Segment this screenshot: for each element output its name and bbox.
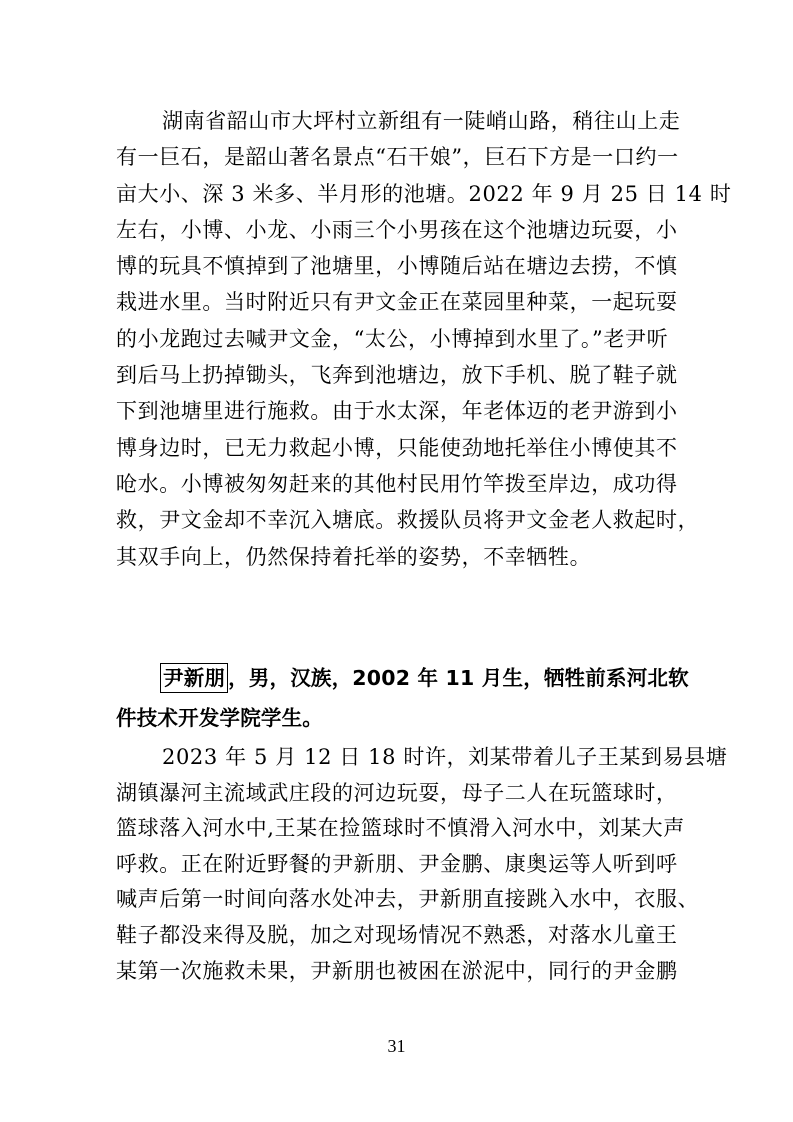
heading-details: ，男，汉族，2002 年 11 月生，牺牲前系河北软 xyxy=(228,666,689,690)
paragraph-line: 的小龙跑过去喊尹文金，“太公，小博掉到水里了。”老尹听 xyxy=(116,326,669,351)
page-number: 31 xyxy=(387,1036,406,1056)
paragraph-line: 栽进水里。当时附近只有尹文金正在菜园里种菜，一起玩耍 xyxy=(116,290,678,315)
paragraph-line: 救，尹文金却不幸沉入塘底。救援队员将尹文金老人救起时， xyxy=(116,508,700,533)
paragraph-line: 湖南省韶山市大坪村立新组有一陡峭山路，稍往山上走 xyxy=(162,109,681,133)
paragraph-line: 呛水。小博被匆匆赶来的其他村民用竹竿拨至岸边，成功得 xyxy=(116,471,678,496)
paragraph-line: 亩大小、深 3 米多、半月形的池塘。2022 年 9 月 25 日 14 时 xyxy=(116,181,732,206)
paragraph-line: 到后马上扔掉锄头，飞奔到池塘边，放下手机、脱了鞋子就 xyxy=(116,363,678,388)
person-name-highlight: 尹新朋 xyxy=(160,663,228,693)
paragraph-line: 某第一次施救未果，尹新朋也被困在淤泥中，同行的尹金鹏 xyxy=(116,958,678,983)
paragraph-line: 左右，小博、小龙、小雨三个小男孩在这个池塘边玩耍，小 xyxy=(116,217,678,242)
heading-line-1 xyxy=(116,658,689,698)
paragraph-yin-wenjin xyxy=(116,103,732,575)
person-heading xyxy=(116,658,689,738)
paragraph-line: 呼救。正在附近野餐的尹新朋、尹金鹏、康奥运等人听到呼 xyxy=(116,851,678,876)
paragraph-line: 博身边时，已无力救起小博，只能使劲地托举住小博使其不 xyxy=(116,435,678,460)
paragraph-line: 2023 年 5 月 12 日 18 时许，刘某带着儿子王某到易县塘 xyxy=(162,745,728,769)
paragraph-line: 篮球落入河水中,王某在捡篮球时不慎滑入河水中，刘某大声 xyxy=(116,816,685,841)
paragraph-yin-xinpeng xyxy=(116,740,728,989)
paragraph-line: 下到池塘里进行施救。由于水太深，年老体迈的老尹游到小 xyxy=(116,399,678,424)
paragraph-line: 博的玩具不慎掉到了池塘里，小博随后站在塘边去捞，不慎 xyxy=(116,254,678,279)
paragraph-line: 喊声后第一时间向落水处冲去，尹新朋直接跳入水中，衣服、 xyxy=(116,887,700,912)
paragraph-line: 湖镇瀑河主流域武庄段的河边玩耍，母子二人在玩篮球时， xyxy=(116,780,678,805)
paragraph-line: 鞋子都没来得及脱，加之对现场情况不熟悉，对落水儿童王 xyxy=(116,922,678,947)
paragraph-line: 其双手向上，仍然保持着托举的姿势，不幸牺牲。 xyxy=(116,544,592,569)
paragraph-line: 有一巨石，是韶山著名景点“石干娘”，巨石下方是一口约一 xyxy=(116,145,679,170)
heading-line-2: 件技术开发学院学生。 xyxy=(116,706,323,730)
